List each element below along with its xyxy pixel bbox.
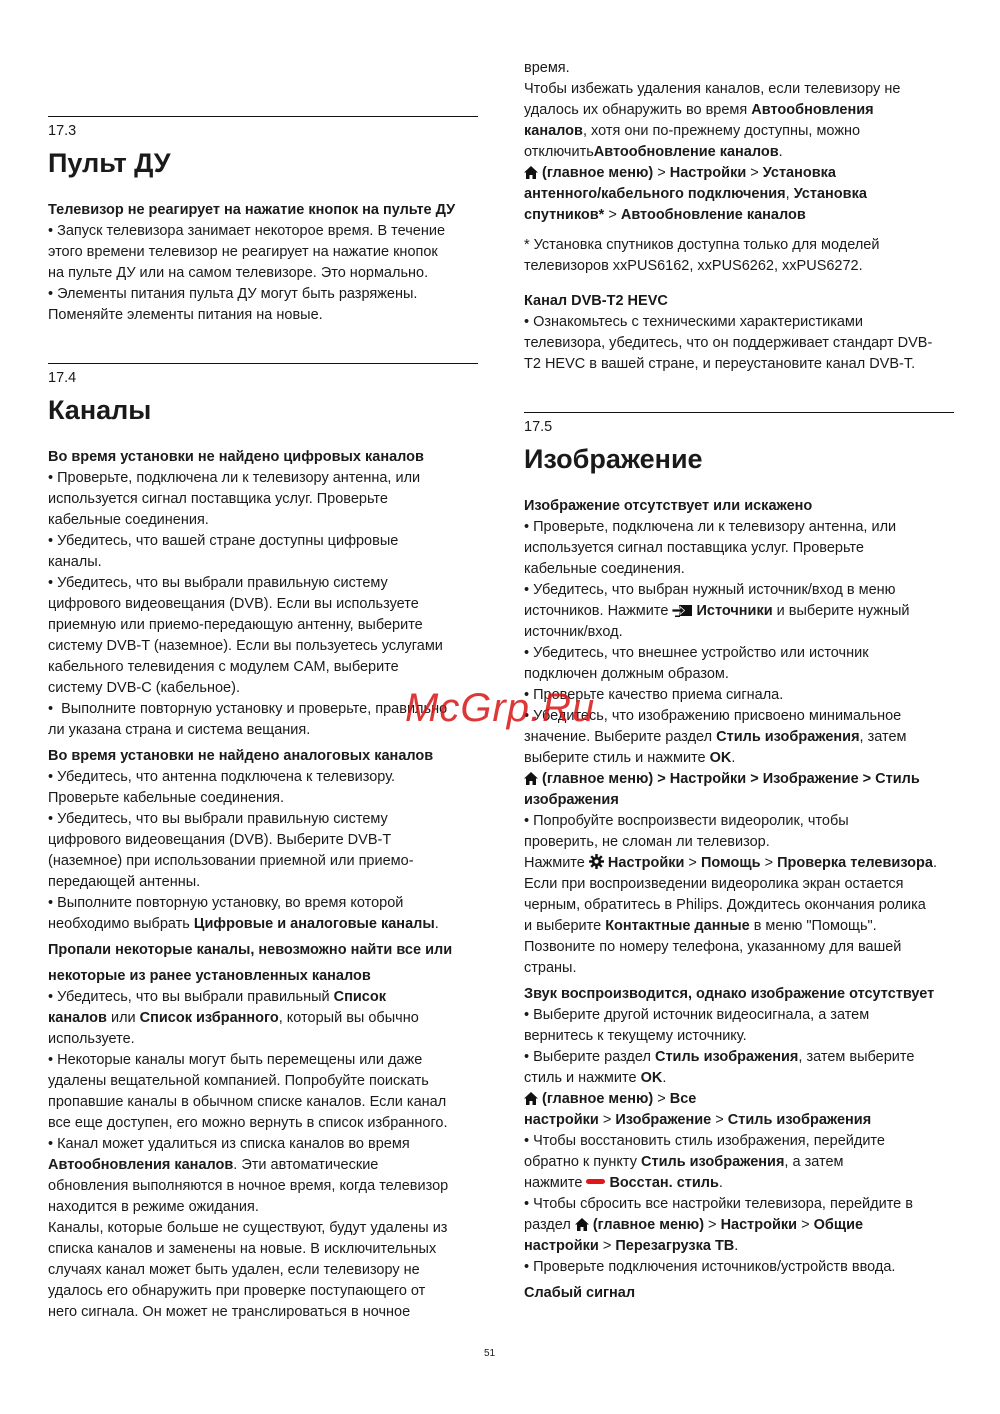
text-line bbox=[48, 531, 478, 552]
text: подключен должным образом. bbox=[524, 665, 729, 682]
text-line bbox=[48, 468, 478, 489]
text: кабельного телевидения с модулем CAM, выберите bbox=[48, 659, 399, 675]
text: приемную или приемо-передающую антенну, выберите bbox=[48, 617, 423, 633]
paragraph bbox=[524, 984, 954, 1278]
text-line bbox=[48, 284, 478, 305]
bold-text: Изображение отсутствует или искажено bbox=[524, 497, 813, 514]
bold-text: каналов bbox=[524, 122, 583, 139]
bold-text: (главное меню) > Настройки > Изображение > Стиль bbox=[538, 770, 920, 787]
paragraph bbox=[48, 966, 478, 1323]
home-icon bbox=[524, 166, 538, 179]
text-line bbox=[524, 769, 954, 790]
text: значение. Выберите раздел bbox=[524, 728, 717, 745]
text: • Убедитесь, что антенна подключена к телевизору. bbox=[48, 769, 396, 785]
text-line bbox=[524, 312, 954, 333]
text: и выберите bbox=[524, 917, 606, 934]
bold-text: (главное меню) bbox=[538, 164, 654, 181]
bold-text: изображения bbox=[524, 791, 619, 808]
text: случаях канал может быть удален, если телевизору не bbox=[48, 1262, 420, 1278]
text-line bbox=[524, 580, 954, 601]
text-line bbox=[48, 987, 478, 1008]
text-line bbox=[48, 1008, 478, 1029]
bold-text: Стиль изображения bbox=[641, 1153, 785, 1170]
text-line bbox=[524, 832, 954, 853]
bold-text: антенного/кабельного подключения bbox=[524, 185, 786, 202]
text: > bbox=[684, 854, 701, 871]
text: Если при воспроизведении видеоролика экран остается bbox=[524, 875, 904, 892]
text-line bbox=[48, 305, 478, 326]
text: . Эти автоматические bbox=[233, 1157, 379, 1173]
text: > bbox=[598, 1237, 616, 1254]
section-divider bbox=[48, 363, 478, 364]
bold-text: Помощь bbox=[700, 854, 761, 871]
text: раздел bbox=[524, 1216, 575, 1233]
text-line bbox=[48, 851, 478, 872]
text: • Некоторые каналы могут быть перемещены или даже bbox=[48, 1052, 423, 1068]
bold-text: Изображение bbox=[615, 1111, 712, 1128]
bold-text: Перезагрузка ТВ bbox=[615, 1237, 735, 1254]
text: > bbox=[604, 206, 621, 223]
text-line bbox=[524, 121, 954, 142]
section-number: 17.5 bbox=[524, 418, 553, 435]
text: , затем bbox=[859, 728, 907, 745]
text: используется сигнал поставщика услуг. Проверьте bbox=[524, 539, 864, 556]
text-line bbox=[524, 333, 954, 354]
text: • Убедитесь, что вашей стране доступны цифровые bbox=[48, 533, 399, 549]
text: стиль и нажмите bbox=[524, 1069, 641, 1086]
text: удалены вещательной компанией. Попробуйте поискать bbox=[48, 1073, 429, 1089]
text: кабельные соединения. bbox=[48, 512, 209, 528]
text-line bbox=[48, 447, 478, 468]
text: > bbox=[704, 1216, 721, 1233]
text-line bbox=[48, 615, 478, 636]
text-line bbox=[524, 559, 954, 580]
text-line bbox=[524, 142, 954, 163]
text-line bbox=[524, 958, 954, 979]
text-line bbox=[48, 552, 478, 573]
text: , который вы обычно bbox=[278, 1010, 419, 1026]
text: • Убедитесь, что изображению присвоено минимальное bbox=[524, 707, 902, 724]
bold-text: Во время установки не найдено аналоговых каналов bbox=[48, 748, 434, 764]
text: • Убедитесь, что вы выбрали правильный bbox=[48, 989, 334, 1005]
text: нажмите bbox=[524, 1174, 587, 1191]
text-line bbox=[524, 538, 954, 559]
text: • Выберите другой источник видеосигнала, а затем bbox=[524, 1006, 870, 1023]
text-line bbox=[48, 809, 478, 830]
text: на пульте ДУ или на самом телевизоре. Это нормально. bbox=[48, 265, 429, 281]
text-line bbox=[524, 1152, 954, 1173]
paragraph bbox=[48, 200, 478, 326]
text: . bbox=[731, 749, 736, 766]
text-line bbox=[524, 706, 954, 727]
text: списка каналов и заменены на новые. В исключительных bbox=[48, 1241, 437, 1257]
text: , а затем bbox=[784, 1153, 844, 1170]
text-line bbox=[48, 1134, 478, 1155]
watermark: McGrp.Ru bbox=[405, 686, 596, 730]
text-line bbox=[48, 221, 478, 242]
text-line bbox=[48, 1260, 478, 1281]
text-line bbox=[48, 1197, 478, 1218]
text-line bbox=[524, 1005, 954, 1026]
text: . bbox=[434, 916, 439, 932]
bold-text: Пропали некоторые каналы, невозможно найти все или bbox=[48, 942, 453, 958]
bold-text: Автообновление каналов bbox=[620, 206, 806, 223]
bold-text: Настройки bbox=[603, 854, 685, 871]
bold-text: Настройки bbox=[720, 1216, 798, 1233]
text: Проверьте кабельные соединения. bbox=[48, 790, 285, 806]
text: . bbox=[932, 854, 937, 871]
text: • Выполните повторную установку, во время которой bbox=[48, 895, 404, 911]
text-line bbox=[48, 594, 478, 615]
text-line bbox=[48, 788, 478, 809]
text-line bbox=[48, 746, 478, 767]
text-line bbox=[524, 937, 954, 958]
text: , хотя они по-прежнему доступны, можно bbox=[582, 122, 861, 139]
section-divider bbox=[48, 116, 478, 117]
text: > bbox=[653, 1090, 670, 1107]
text-line bbox=[48, 1281, 478, 1302]
text: выберите стиль и нажмите bbox=[524, 749, 710, 766]
text: . bbox=[734, 1237, 739, 1254]
text: цифрового видеовещания (DVB). Если вы используете bbox=[48, 596, 419, 612]
text-line bbox=[524, 916, 954, 937]
text: (наземное) при использовании приемной или приемо- bbox=[48, 853, 414, 869]
bold-text: Все bbox=[669, 1090, 697, 1107]
text: систему DVB-C (кабельное). bbox=[48, 680, 240, 696]
text: в меню "Помощь". bbox=[749, 917, 877, 934]
text: вернитесь к текущему источнику. bbox=[524, 1027, 747, 1044]
text-line bbox=[524, 643, 954, 664]
text-line bbox=[48, 200, 478, 221]
text: • Канал может удалиться из списка каналов во время bbox=[48, 1136, 410, 1152]
text-line bbox=[48, 1218, 478, 1239]
text: страны. bbox=[524, 959, 577, 976]
text: систему DVB-T (наземное). Если вы пользуетесь услугами bbox=[48, 638, 443, 654]
bold-text: Цифровые и аналоговые каналы bbox=[193, 916, 435, 932]
text: • Убедитесь, что вы выбрали правильную систему bbox=[48, 811, 388, 827]
bold-text: OK bbox=[709, 749, 732, 766]
paragraph bbox=[524, 235, 954, 277]
section-title: Изображение bbox=[524, 443, 703, 474]
text: • Убедитесь, что внешнее устройство или источник bbox=[524, 644, 869, 661]
paragraph bbox=[524, 496, 954, 979]
bold-text: настройки bbox=[524, 1111, 599, 1128]
text-line bbox=[524, 748, 954, 769]
paragraph bbox=[524, 291, 954, 375]
text: . bbox=[718, 1174, 723, 1191]
text-line bbox=[524, 853, 954, 874]
bold-text: Канал DVB-T2 HEVC bbox=[524, 292, 668, 309]
right-column bbox=[524, 58, 954, 1304]
text: • Чтобы восстановить стиль изображения, перейдите bbox=[524, 1132, 885, 1149]
text: Поменяйте элементы питания на новые. bbox=[48, 307, 323, 323]
text: • Элементы питания пульта ДУ могут быть разряжены. bbox=[48, 286, 418, 302]
text-line bbox=[524, 58, 954, 79]
text: этого времени телевизор не реагирует на нажатие кнопок bbox=[48, 244, 438, 260]
text-line bbox=[524, 184, 954, 205]
text: удалось их обнаружить во время bbox=[524, 101, 752, 118]
bold-text: Звук воспроизводится, однако изображение отсутствует bbox=[524, 985, 935, 1002]
text-line bbox=[524, 727, 954, 748]
text-line bbox=[524, 79, 954, 100]
home-icon bbox=[575, 1218, 589, 1231]
text: и выберите нужный bbox=[772, 602, 910, 619]
text-line bbox=[524, 1089, 954, 1110]
text-line bbox=[524, 1131, 954, 1152]
text-line bbox=[524, 790, 954, 811]
text: , bbox=[785, 185, 794, 202]
bold-text: Проверка телевизора bbox=[777, 854, 933, 871]
text-line bbox=[524, 1026, 954, 1047]
text-line bbox=[48, 1029, 478, 1050]
bold-text: Восстан. стиль bbox=[609, 1174, 719, 1191]
text-line bbox=[48, 699, 478, 720]
text-line bbox=[524, 291, 954, 312]
paragraph bbox=[48, 940, 478, 961]
text: • Убедитесь, что вы выбрали правильную систему bbox=[48, 575, 388, 591]
text: > bbox=[760, 854, 778, 871]
bold-text: настройки bbox=[524, 1237, 599, 1254]
bold-text: Общие bbox=[813, 1216, 864, 1233]
text: • Выполните повторную установку и проверьте, правильно bbox=[48, 701, 448, 717]
bold-text: Контактные данные bbox=[605, 917, 750, 934]
text: Каналы, которые больше не существуют, будут удалены из bbox=[48, 1220, 448, 1236]
text: • Ознакомьтесь с техническими характеристиками bbox=[524, 313, 863, 330]
text-line bbox=[48, 510, 478, 531]
gear-icon bbox=[589, 854, 604, 869]
text-line bbox=[48, 657, 478, 678]
text-line bbox=[48, 489, 478, 510]
text: пропавшие каналы в обычном списке каналов. Если канал bbox=[48, 1094, 447, 1110]
text: . bbox=[662, 1069, 667, 1086]
bold-text: (главное меню) bbox=[588, 1216, 705, 1233]
section-title: Каналы bbox=[48, 395, 152, 425]
text: телевизоров xxPUS6162, xxPUS6262, xxPUS6272. bbox=[524, 257, 863, 274]
text: телевизора, убедитесь, что он поддерживает стандарт DVB- bbox=[524, 334, 933, 351]
paragraph bbox=[524, 58, 954, 226]
text-line bbox=[48, 636, 478, 657]
bold-text: спутников* bbox=[524, 206, 605, 223]
text-line bbox=[524, 1068, 954, 1089]
bold-text: Настройки bbox=[669, 164, 747, 181]
text: • Попробуйте воспроизвести видеоролик, чтобы bbox=[524, 812, 849, 829]
bold-text: Стиль изображения bbox=[727, 1111, 872, 1128]
text: каналы. bbox=[48, 554, 102, 570]
text: • Выберите раздел bbox=[524, 1048, 655, 1065]
sources-icon bbox=[672, 605, 692, 617]
text-line bbox=[524, 601, 954, 622]
text: или bbox=[106, 1010, 140, 1026]
text: время. bbox=[524, 59, 570, 76]
text: черным, обратитесь в Philips. Дождитесь окончания ролика bbox=[524, 896, 926, 913]
text: источник/вход. bbox=[524, 623, 623, 640]
text: Нажмите bbox=[524, 854, 589, 871]
text: все еще доступен, его можно вернуть в список избранного. bbox=[48, 1115, 448, 1131]
text: • Проверьте, подключена ли к телевизору антенна, или bbox=[48, 470, 421, 486]
text: > bbox=[797, 1216, 814, 1233]
text: • Проверьте, подключена ли к телевизору антенна, или bbox=[524, 518, 897, 535]
home-icon bbox=[524, 772, 538, 785]
text-line bbox=[48, 242, 478, 263]
text: • Убедитесь, что выбран нужный источник/вход в меню bbox=[524, 581, 896, 598]
bold-text: Автообновления каналов bbox=[48, 1157, 234, 1173]
section-number: 17.3 bbox=[48, 123, 77, 139]
text-line bbox=[48, 1302, 478, 1323]
text-line bbox=[524, 235, 954, 256]
paragraph bbox=[48, 447, 478, 741]
text: кабельные соединения. bbox=[524, 560, 685, 577]
text: > bbox=[746, 164, 763, 181]
section-number: 17.4 bbox=[48, 370, 77, 386]
text-line bbox=[524, 685, 954, 706]
bold-text: Установка bbox=[762, 164, 836, 181]
text-line bbox=[524, 205, 954, 226]
section-title: Пульт ДУ bbox=[48, 148, 171, 178]
bold-text: Автообновление каналов bbox=[593, 143, 779, 160]
bold-text: Стиль изображения bbox=[654, 1048, 799, 1065]
text-line bbox=[48, 767, 478, 788]
text-line bbox=[524, 1110, 954, 1131]
text-line bbox=[524, 354, 954, 375]
text-line bbox=[48, 1113, 478, 1134]
text-line bbox=[48, 830, 478, 851]
bold-text: Автообновления bbox=[751, 101, 874, 118]
text: Чтобы избежать удаления каналов, если телевизору не bbox=[524, 80, 901, 97]
text-line bbox=[48, 1071, 478, 1092]
text-line bbox=[524, 1173, 954, 1194]
text-line bbox=[48, 1239, 478, 1260]
text-line bbox=[524, 496, 954, 517]
text: обратно к пункту bbox=[524, 1153, 641, 1170]
text-line bbox=[48, 1050, 478, 1071]
text: Позвоните по номеру телефона, указанному для вашей bbox=[524, 938, 902, 955]
text: него сигнала. Он может не транслироваться в ночное bbox=[48, 1304, 411, 1320]
text: > bbox=[653, 164, 670, 181]
text-line bbox=[48, 1176, 478, 1197]
text: проверить, не сломан ли телевизор. bbox=[524, 833, 770, 850]
bold-text: OK bbox=[640, 1069, 663, 1086]
text: * Установка спутников доступна только для моделей bbox=[524, 236, 880, 253]
text-line bbox=[524, 664, 954, 685]
home-icon bbox=[524, 1092, 538, 1105]
text-line bbox=[524, 1236, 954, 1257]
text: обновления выполняются в ночное время, когда телевизор bbox=[48, 1178, 449, 1194]
text: > bbox=[711, 1111, 728, 1128]
text-line bbox=[524, 163, 954, 184]
text-line bbox=[524, 984, 954, 1005]
text: • Проверьте подключения источников/устройств ввода. bbox=[524, 1258, 896, 1275]
text: . bbox=[778, 143, 783, 160]
bold-text: каналов bbox=[48, 1010, 107, 1026]
text-line bbox=[524, 1047, 954, 1068]
text-line bbox=[524, 517, 954, 538]
text-line bbox=[48, 573, 478, 594]
text-line bbox=[524, 811, 954, 832]
text: • Чтобы сбросить все настройки телевизора, перейдите в bbox=[524, 1195, 913, 1212]
text: > bbox=[598, 1111, 616, 1128]
text-line bbox=[48, 893, 478, 914]
text: удалось его обнаружить при проверке поступающего от bbox=[48, 1283, 426, 1299]
bold-text: Установка bbox=[793, 185, 867, 202]
text: ли указана страна и система вещания. bbox=[48, 722, 311, 738]
paragraph bbox=[524, 1283, 954, 1304]
text: используется сигнал поставщика услуг. Проверьте bbox=[48, 491, 388, 507]
text-line bbox=[524, 1283, 954, 1304]
section-divider bbox=[524, 412, 954, 413]
text: , затем выберите bbox=[798, 1048, 915, 1065]
text-line bbox=[524, 622, 954, 643]
text: используете. bbox=[48, 1031, 135, 1047]
text: необходимо выбрать bbox=[48, 916, 194, 932]
text: цифрового видеовещания (DVB). Выберите DVB-T bbox=[48, 832, 392, 848]
text-line bbox=[48, 872, 478, 893]
text-line bbox=[524, 256, 954, 277]
left-column bbox=[48, 116, 478, 1323]
text: отключить bbox=[524, 143, 594, 160]
text-line bbox=[48, 678, 478, 699]
page-number: 51 bbox=[484, 1348, 496, 1359]
bold-text: Список избранного bbox=[139, 1010, 279, 1026]
text-line bbox=[524, 874, 954, 895]
bold-text: Стиль изображения bbox=[716, 728, 860, 745]
bold-text: Список bbox=[333, 989, 386, 1005]
text-line bbox=[48, 263, 478, 284]
text-line bbox=[48, 1155, 478, 1176]
paragraph bbox=[48, 746, 478, 935]
text: находится в режиме ожидания. bbox=[48, 1199, 259, 1215]
bold-text: Во время установки не найдено цифровых каналов bbox=[48, 449, 424, 465]
text-line bbox=[524, 1194, 954, 1215]
text-line bbox=[524, 895, 954, 916]
text-line bbox=[48, 914, 478, 935]
text: T2 HEVC в вашей стране, и переустановите канал DVB-T. bbox=[524, 355, 916, 372]
bold-text: Слабый сигнал bbox=[524, 1284, 636, 1301]
text: • Проверьте качество приема сигнала. bbox=[524, 686, 784, 703]
bold-text: (главное меню) bbox=[538, 1090, 654, 1107]
text: передающей антенны. bbox=[48, 874, 201, 890]
text: • Запуск телевизора занимает некоторое время. В течение bbox=[48, 223, 446, 239]
text-line bbox=[48, 1092, 478, 1113]
bold-text: некоторые из ранее установленных каналов bbox=[48, 968, 371, 984]
bold-text: Телевизор не реагирует на нажатие кнопок на пульте ДУ bbox=[48, 202, 456, 218]
text-line bbox=[48, 720, 478, 741]
text-line bbox=[524, 1215, 954, 1236]
text-line bbox=[524, 100, 954, 121]
bold-text: Источники bbox=[696, 602, 773, 619]
red-key-icon bbox=[586, 1179, 605, 1184]
text-line bbox=[48, 940, 478, 961]
text-line bbox=[524, 1257, 954, 1278]
text: источников. Нажмите bbox=[524, 602, 673, 619]
text-line bbox=[48, 966, 478, 987]
